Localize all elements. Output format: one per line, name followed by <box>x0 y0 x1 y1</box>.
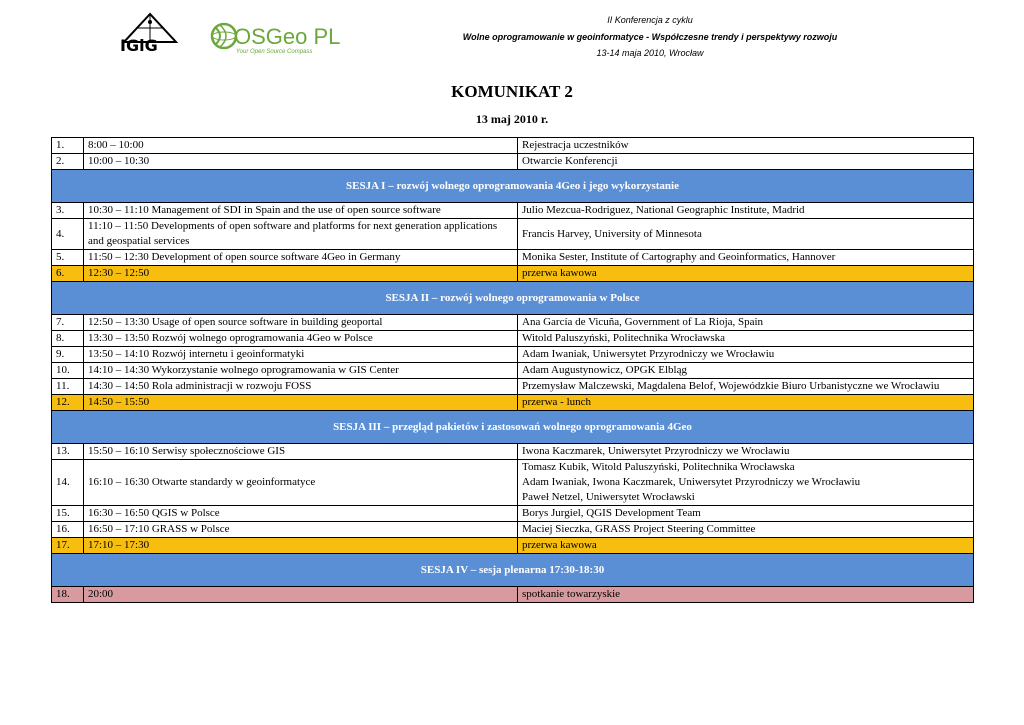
row-time-title: 16:10 – 16:30 Otwarte standardy w geoinformatyce <box>84 460 518 506</box>
session-title: SESJA III – przegląd pakietów i zastosowań wolnego oprogramowania 4Geo <box>52 411 974 444</box>
row-number: 6. <box>52 266 84 282</box>
row-number: 10. <box>52 363 84 379</box>
row-speaker: Borys Jurgiel, QGIS Development Team <box>518 506 974 522</box>
row-time-title: 10:30 – 11:10 Management of SDI in Spain and the use of open source software <box>84 203 518 219</box>
session-header-row <box>52 554 974 587</box>
row-time-title: 17:10 – 17:30 <box>84 538 518 554</box>
session-header-row <box>52 170 974 203</box>
row-speaker: Monika Sester, Institute of Cartography and Geoinformatics, Hannover <box>518 250 974 266</box>
row-number: 2. <box>52 154 84 170</box>
row-speaker: Otwarcie Konferencji <box>518 154 974 170</box>
osgeo-tagline: Your Open Source Compass <box>236 49 313 55</box>
session-title: SESJA II – rozwój wolnego oprogramowania w Polsce <box>52 282 974 315</box>
row-number: 16. <box>52 522 84 538</box>
session-header-row <box>52 411 974 444</box>
row-number: 12. <box>52 395 84 411</box>
schedule-row <box>52 522 974 538</box>
row-number: 5. <box>52 250 84 266</box>
schedule-row <box>52 395 974 411</box>
row-speaker: Rejestracja uczestników <box>518 138 974 154</box>
page-subtitle: 13 maj 2010 r. <box>475 112 549 126</box>
schedule-row <box>52 203 974 219</box>
row-speaker: Ana García de Vicuña, Government of La Rioja, Spain <box>518 315 974 331</box>
row-speaker: Witold Paluszyński, Politechnika Wrocławska <box>518 331 974 347</box>
row-speaker: Adam Augustynowicz, OPGK Elbląg <box>518 363 974 379</box>
row-number: 11. <box>52 379 84 395</box>
conference-date: 13-14 maja 2010, Wrocław <box>596 48 704 58</box>
row-number: 1. <box>52 138 84 154</box>
schedule-row <box>52 506 974 522</box>
igig-logo <box>118 12 182 56</box>
schedule-row <box>52 315 974 331</box>
row-number: 4. <box>52 219 84 250</box>
row-number: 3. <box>52 203 84 219</box>
session-title: SESJA I – rozwój wolnego oprogramowania 4Geo i jego wykorzystanie <box>52 170 974 203</box>
row-time-title: 11:10 – 11:50 Developments of open software and platforms for next generation applications and geospatial services <box>84 219 518 250</box>
row-time-title: 16:30 – 16:50 QGIS w Polsce <box>84 506 518 522</box>
schedule-row <box>52 347 974 363</box>
schedule-row <box>52 331 974 347</box>
row-speaker: Adam Iwaniak, Uniwersytet Przyrodniczy we Wrocławiu <box>518 347 974 363</box>
row-number: 7. <box>52 315 84 331</box>
row-time-title: 20:00 <box>84 587 518 603</box>
row-speaker: Maciej Sieczka, GRASS Project Steering Committee <box>518 522 974 538</box>
row-time-title: 12:50 – 13:30 Usage of open source software in building geoportal <box>84 315 518 331</box>
row-speaker <box>518 460 974 506</box>
row-number: 14. <box>52 460 84 506</box>
row-number: 9. <box>52 347 84 363</box>
row-time-title: 8:00 – 10:00 <box>84 138 518 154</box>
session-header-row <box>52 282 974 315</box>
row-time-title: 10:00 – 10:30 <box>84 154 518 170</box>
row-speaker: przerwa kawowa <box>518 266 974 282</box>
schedule-row <box>52 138 974 154</box>
row-time-title: 14:30 – 14:50 Rola administracji w rozwoju FOSS <box>84 379 518 395</box>
conference-series: II Konferencja z cyklu <box>607 15 693 25</box>
row-time-title: 16:50 – 17:10 GRASS w Polsce <box>84 522 518 538</box>
row-time-title: 12:30 – 12:50 <box>84 266 518 282</box>
schedule-row <box>52 250 974 266</box>
row-speaker: Francis Harvey, University of Minnesota <box>518 219 974 250</box>
schedule-row <box>52 538 974 554</box>
row-number: 17. <box>52 538 84 554</box>
row-time-title: 15:50 – 16:10 Serwisy społecznościowe GIS <box>84 444 518 460</box>
row-number: 8. <box>52 331 84 347</box>
header-logos <box>118 12 341 58</box>
schedule-row <box>52 379 974 395</box>
schedule-row <box>52 587 974 603</box>
speaker-line: Paweł Netzel, Uniwersytet Wrocławski <box>522 491 695 503</box>
igig-logo-text: IGiG <box>120 36 158 55</box>
row-time-title: 13:30 – 13:50 Rozwój wolnego oprogramowania 4Geo w Polsce <box>84 331 518 347</box>
row-speaker: Julio Mezcua-Rodriguez, National Geographic Institute, Madrid <box>518 203 974 219</box>
schedule-row <box>52 460 974 506</box>
row-speaker: przerwa kawowa <box>518 538 974 554</box>
row-time-title: 14:10 – 14:30 Wykorzystanie wolnego oprogramowania w GIS Center <box>84 363 518 379</box>
row-speaker: Przemysław Malczewski, Magdalena Belof, Wojewódzkie Biuro Urbanistyczne we Wrocławiu <box>518 379 974 395</box>
schedule-row <box>52 266 974 282</box>
row-time-title: 13:50 – 14:10 Rozwój internetu i geoinformatyki <box>84 347 518 363</box>
session-title: SESJA IV – sesja plenarna 17:30-18:30 <box>52 554 974 587</box>
osgeo-logo <box>210 16 350 56</box>
row-speaker: spotkanie towarzyskie <box>518 587 974 603</box>
schedule-row <box>52 363 974 379</box>
row-number: 15. <box>52 506 84 522</box>
page-title: KOMUNIKAT 2 <box>451 82 573 101</box>
row-time-title: 14:50 – 15:50 <box>84 395 518 411</box>
row-speaker: przerwa - lunch <box>518 395 974 411</box>
row-number: 13. <box>52 444 84 460</box>
speaker-line: Adam Iwaniak, Iwona Kaczmarek, Uniwersytet Przyrodniczy we Wrocławiu <box>522 476 861 488</box>
osgeo-logo-text: OSGeo PL <box>234 24 341 49</box>
speaker-line: Tomasz Kubik, Witold Paluszyński, Politechnika Wrocławska <box>522 461 795 473</box>
row-number: 18. <box>52 587 84 603</box>
schedule-table <box>51 137 974 603</box>
schedule-row <box>52 154 974 170</box>
osgeo-globe-icon <box>210 18 236 54</box>
row-time-title: 11:50 – 12:30 Development of open source software 4Geo in Germany <box>84 250 518 266</box>
schedule-row <box>52 444 974 460</box>
conference-name: Wolne oprogramowanie w geoinformatyce - Współczesne trendy i perspektywy rozwoju <box>462 32 838 42</box>
schedule-row <box>52 219 974 250</box>
row-speaker: Iwona Kaczmarek, Uniwersytet Przyrodniczy we Wrocławiu <box>518 444 974 460</box>
